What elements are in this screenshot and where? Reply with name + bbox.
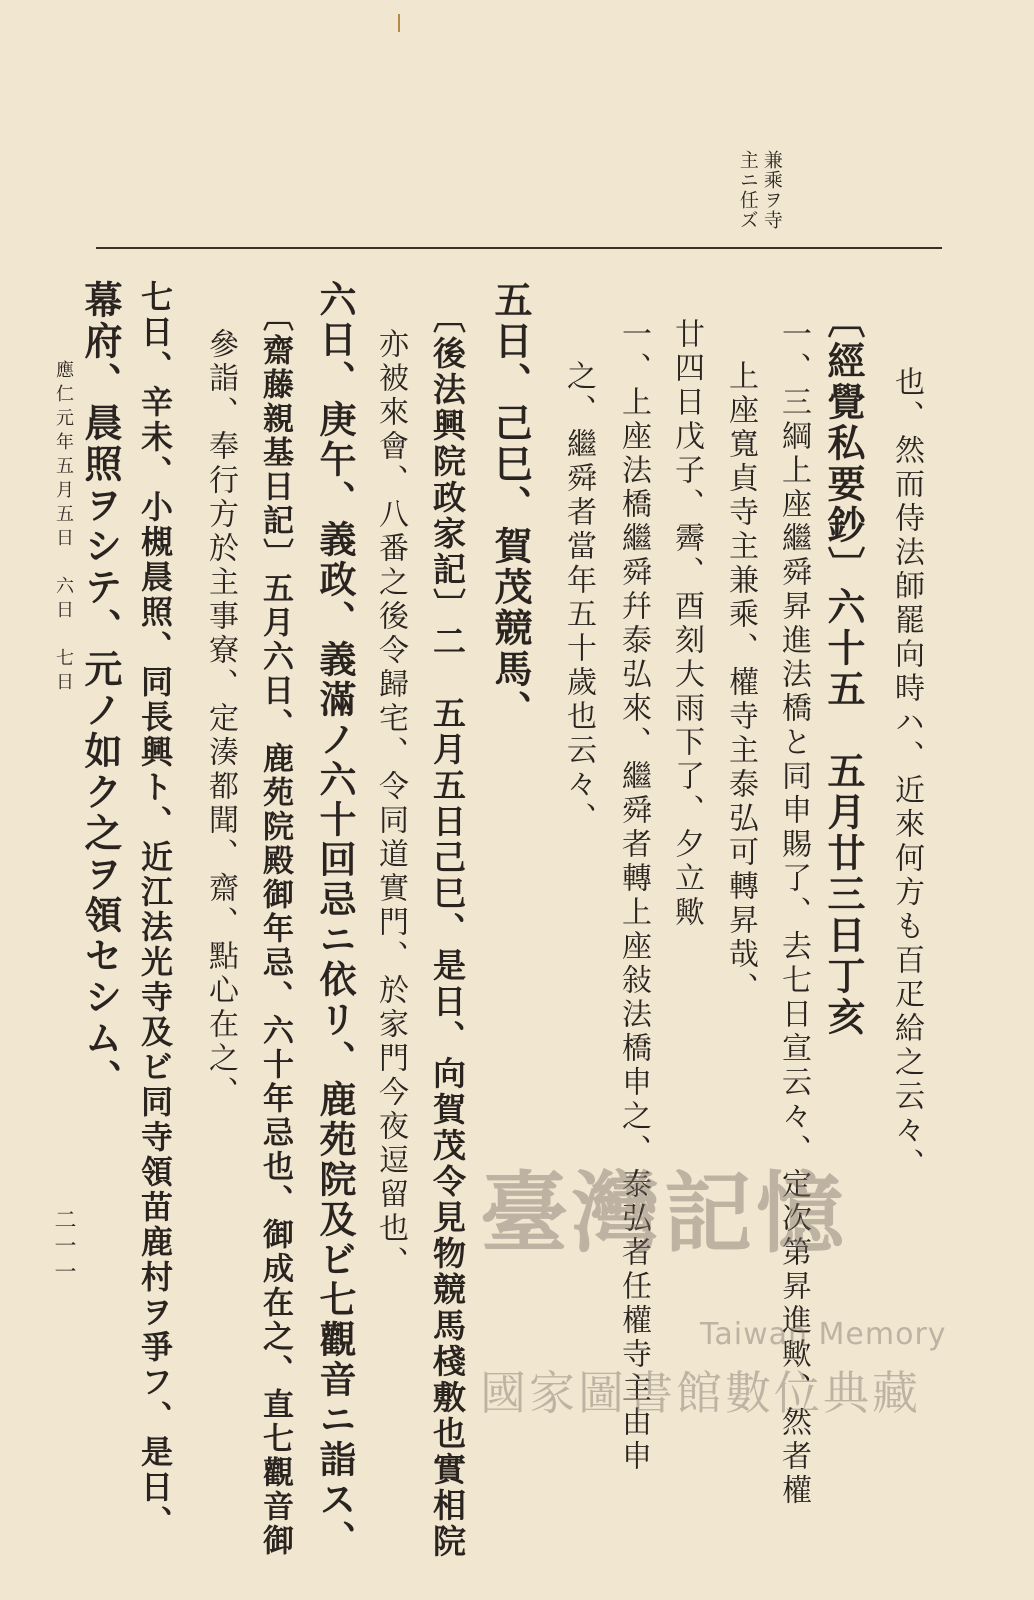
header-rule (96, 247, 942, 249)
text-column-14: 七日、辛未、小槻晨照、同長興ト、近江法光寺及ビ同寺領苗鹿村ヲ爭フ、是日、 (136, 280, 174, 1540)
running-head: 應仁元年五月五日 六日 七日 (53, 360, 74, 696)
page-number: 二一一 (51, 1208, 76, 1286)
watermark-title: 臺灣記憶 (480, 1162, 849, 1265)
marginal-note-line2: 主ニ任ズ (736, 150, 759, 230)
text-column-1: 也、然而侍法師罷向時ハ、近來何方も百疋給之云々、 (889, 366, 924, 1182)
text-column-8: 五日、己巳、賀茂競馬、 (488, 280, 533, 731)
text-column-4: 上座寬貞寺主兼乘、權寺主泰弘可轉昇哉、 (723, 360, 758, 1006)
watermark (470, 1162, 990, 1440)
text-column-11: 六日、庚午、義政、義滿ノ六十回忌ニ依リ、鹿苑院及ビ七觀音ニ詣ス、 (313, 280, 357, 1560)
text-column-5: 廿四日戊子、霽、酉刻大雨下了、夕立歟 (669, 318, 704, 930)
text-column-2: 〔經覺私要鈔〕六十五 五月廿三日丁亥 (821, 300, 866, 1038)
watermark-institution: 國家圖書館數位典藏 (480, 1366, 921, 1420)
marginal-note-line1: 兼乘ヲ寺 (760, 150, 783, 230)
text-column-13: 參詣、奉行方於主事寮、定湊都聞、齋、點心在之、 (203, 328, 238, 1110)
text-column-6: 一、上座法橋繼舜幷泰弘來、繼舜者轉上座敍法橋申之、泰弘者任權寺主由申 (616, 318, 651, 1474)
text-column-7: 之、繼舜者當年五十歲也云々、 (561, 360, 596, 836)
watermark-subtitle: Taiwan Memory (700, 1317, 947, 1352)
text-column-12: 〔齋藤親基日記〕五月六日、鹿苑院殿御年忌、六十年忌也、御成在之、直七觀音御 (257, 300, 293, 1558)
text-column-9: 〔後法興院政家記〕二 五月五日己巳、是日、向賀茂令見物競馬棧敷也實相院 (428, 300, 467, 1560)
text-column-3: 一、三綱上座繼舜昇進法橋と同申賜了、去七日宣云々、定次第昇進歟、然者權 (776, 318, 811, 1508)
text-column-15: 幕府、晨照ヲシテ、元ノ如ク之ヲ領セシム、 (78, 280, 123, 1100)
ink-mark (398, 14, 400, 32)
text-column-10: 亦被來會、八番之後令歸宅、令同道實門、於家門今夜逗留也、 (373, 328, 408, 1280)
